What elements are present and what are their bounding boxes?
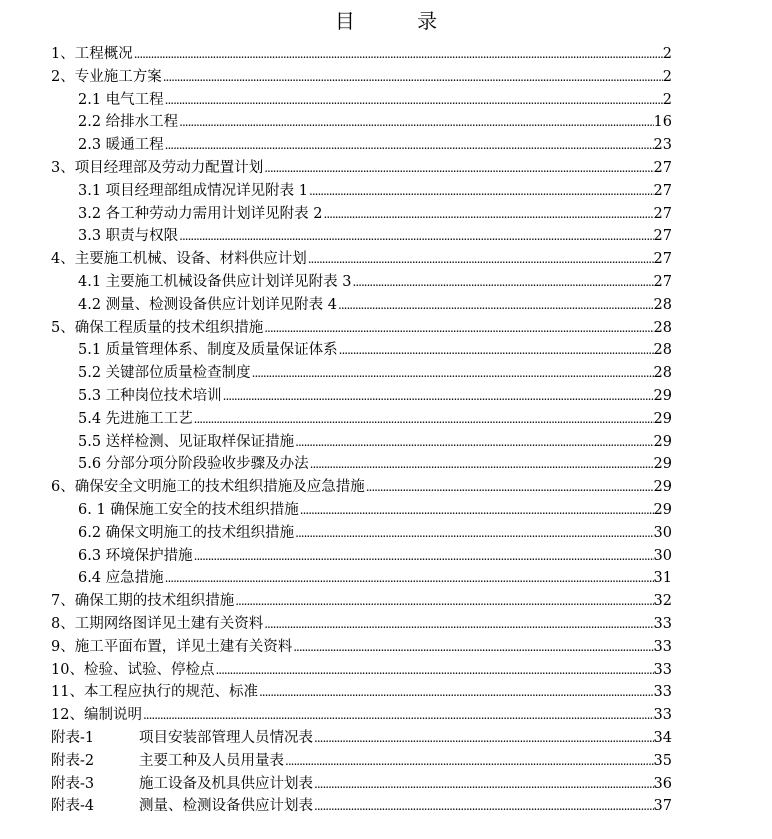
toc-dot-leader — [299, 499, 654, 522]
toc-page-number: 35 — [653, 752, 672, 769]
toc-page-number: 28 — [653, 296, 672, 313]
toc-entry-text: 项目安装部管理人员情况表 — [139, 730, 313, 746]
toc-entry-label — [78, 294, 337, 317]
toc-entry[interactable] — [78, 362, 672, 385]
toc-page-number: 27 — [653, 228, 672, 245]
toc-dot-leader — [234, 590, 653, 613]
toc-page-number: 27 — [653, 251, 672, 268]
toc-entry-text: 5.3 工种岗位技术培训 — [78, 388, 222, 404]
toc-entry-text: 9、施工平面布置，详见土建有关资料 — [51, 638, 293, 655]
toc-entry-text: 6.4 应急措施 — [78, 570, 164, 587]
toc-entry-text: 6. 1 确保施工安全的技术组织措施 — [78, 502, 299, 518]
toc-entry-text: 2.2 给排水工程 — [78, 114, 179, 131]
toc-entry-text: 11、本工程应执行的规范、标准 — [51, 684, 258, 701]
toc-entry[interactable] — [51, 66, 672, 89]
toc-page-number: 23 — [653, 137, 672, 154]
toc-entry[interactable] — [51, 681, 672, 704]
toc-dot-leader — [313, 773, 654, 796]
toc-page-number: 32 — [653, 593, 672, 610]
toc-dot-leader — [164, 89, 663, 112]
toc-page-number: 29 — [653, 433, 672, 450]
toc-entry-text: 5.2 关键部位质量检查制度 — [78, 365, 251, 382]
toc-entry-text: 4.1 主要施工机械设备供应计划详见附表 3 — [78, 274, 352, 290]
toc-dot-leader — [214, 659, 653, 682]
toc-page-number: 34 — [653, 730, 672, 746]
toc-entry-text: 3.1 项目经理部组成情况详见附表 1 — [78, 182, 309, 199]
toc-entry-label — [78, 453, 309, 476]
toc-dot-leader — [292, 636, 653, 659]
toc-entry-label — [78, 339, 338, 362]
toc-dot-leader — [251, 362, 654, 385]
toc-entry-text: 6.2 确保文明施工的技术组织措施 — [78, 524, 295, 541]
toc-entry-label — [51, 704, 142, 727]
toc-entry-text: 8、工期网络图详见土建有关资料 — [51, 616, 264, 632]
toc-entry[interactable] — [78, 545, 672, 568]
toc-page-number: 27 — [653, 160, 672, 176]
toc-entry-label — [51, 795, 313, 818]
toc-entry-text: 6.3 环境保护措施 — [78, 547, 193, 564]
toc-entry-text: 2、专业施工方案 — [51, 68, 162, 85]
toc-dot-leader — [162, 66, 663, 89]
toc-page-number: 27 — [653, 205, 672, 222]
toc-entry[interactable] — [51, 727, 672, 750]
toc-page-number: 29 — [653, 479, 672, 496]
toc-page-number: 31 — [653, 570, 672, 587]
toc-dot-leader — [193, 545, 654, 568]
toc-entry[interactable] — [51, 636, 672, 659]
toc-entry-label — [51, 248, 307, 271]
toc-dot-leader — [258, 681, 654, 704]
toc-entry-text: 4、主要施工机械、设备、材料供应计划 — [51, 251, 307, 268]
toc-dot-leader — [313, 727, 654, 750]
toc-entry[interactable] — [51, 476, 672, 499]
toc-entry-label — [51, 590, 234, 613]
toc-page-number: 37 — [653, 798, 672, 815]
toc-dot-leader — [263, 157, 653, 180]
toc-entry-label — [78, 203, 323, 226]
toc-page-number: 28 — [653, 319, 672, 336]
toc-entry-label — [51, 66, 162, 89]
page-title: 目 录 — [334, 9, 466, 33]
toc-entry-label — [78, 134, 164, 157]
toc-entry-text: 3.2 各工种劳动力需用计划详见附表 2 — [78, 205, 323, 222]
toc-entry[interactable] — [51, 43, 672, 66]
toc-entry-label — [51, 43, 133, 66]
toc-entry[interactable] — [78, 225, 672, 248]
toc-dot-leader — [193, 408, 654, 431]
toc-page-number: 29 — [653, 388, 672, 404]
toc-dot-leader — [308, 180, 654, 203]
toc-page-number: 33 — [653, 661, 672, 678]
toc-page-number: 30 — [653, 547, 672, 564]
toc-entry-label — [78, 567, 164, 590]
toc-page-number: 16 — [653, 114, 672, 131]
toc-entry-label — [78, 385, 222, 408]
toc-entry-label — [78, 362, 251, 385]
toc-entry[interactable] — [78, 499, 672, 522]
toc-entry-text: 5.4 先进施工工艺 — [78, 410, 193, 427]
toc-entry-text: 施工设备及机具供应计划表 — [139, 775, 313, 792]
toc-dot-leader — [338, 339, 654, 362]
toc-page-number: 2 — [662, 46, 672, 62]
toc-entry[interactable] — [78, 431, 672, 454]
toc-entry-prefix: 附表-2 — [51, 752, 95, 769]
toc-entry-label — [78, 408, 193, 431]
toc-entry[interactable] — [51, 248, 672, 271]
toc-entry-label — [78, 271, 352, 294]
toc-entry-text: 5、确保工程质量的技术组织措施 — [51, 319, 264, 336]
toc-entry-label — [51, 317, 263, 340]
toc-entry[interactable] — [78, 522, 672, 545]
toc-page-number: 28 — [653, 342, 672, 359]
toc-dot-leader — [263, 613, 653, 636]
toc-entry[interactable] — [51, 795, 672, 818]
toc-entry-prefix: 附表-4 — [51, 798, 95, 815]
toc-dot-leader — [164, 134, 654, 157]
toc-entry[interactable] — [51, 659, 672, 682]
toc-dot-leader — [178, 225, 653, 248]
toc-page-number: 2 — [662, 91, 672, 108]
toc-dot-leader — [309, 453, 654, 476]
toc-entry-label — [78, 545, 193, 568]
toc-entry-label — [78, 499, 299, 522]
toc-entry[interactable] — [51, 317, 672, 340]
toc-entry-prefix: 附表-3 — [51, 775, 95, 792]
toc-entry[interactable] — [78, 271, 672, 294]
toc-page-number: 27 — [653, 274, 672, 290]
toc-entry-text: 3.3 职责与权限 — [78, 228, 179, 245]
toc-page-number: 29 — [653, 410, 672, 427]
toc-entry[interactable] — [78, 180, 672, 203]
toc-page-number: 27 — [653, 182, 672, 199]
toc-dot-leader — [178, 111, 653, 134]
toc-dot-leader — [284, 750, 654, 773]
toc-entry-label — [51, 613, 263, 636]
toc-entry-text: 4.2 测量、检测设备供应计划详见附表 4 — [78, 296, 338, 313]
toc-page-number: 33 — [653, 616, 672, 632]
toc-dot-leader — [133, 43, 663, 66]
toc-entry-label — [78, 522, 294, 545]
toc-dot-leader — [294, 522, 653, 545]
toc-entry-label — [51, 476, 365, 499]
toc-dot-leader — [337, 294, 654, 317]
toc-entry[interactable] — [78, 567, 672, 590]
toc-entry-text: 7、确保工期的技术组织措施 — [51, 593, 235, 610]
toc-page-number: 30 — [653, 524, 672, 541]
toc-entry[interactable] — [51, 590, 672, 613]
toc-entry[interactable] — [51, 157, 672, 180]
toc-dot-leader — [222, 385, 654, 408]
toc-entry[interactable] — [78, 203, 672, 226]
toc-entry[interactable] — [78, 89, 672, 112]
toc-page-number: 36 — [653, 775, 672, 792]
toc-dot-leader — [365, 476, 654, 499]
toc-entry-label — [51, 773, 313, 796]
toc-entry-text: 1、工程概况 — [51, 46, 133, 62]
toc-entry-text: 主要工种及人员用量表 — [139, 752, 284, 769]
toc-entry[interactable] — [51, 750, 672, 773]
toc-entry-text: 5.5 送样检测、见证取样保证措施 — [78, 433, 295, 450]
toc-entry[interactable] — [51, 613, 672, 636]
toc-dot-leader — [164, 567, 654, 590]
toc-entry-label — [51, 727, 313, 750]
toc-entry[interactable] — [78, 408, 672, 431]
toc-entry-text: 6、确保安全文明施工的技术组织措施及应急措施 — [51, 479, 365, 496]
toc-entry-text: 3、项目经理部及劳动力配置计划 — [51, 160, 264, 176]
toc-page-number: 29 — [653, 456, 672, 473]
toc-entry-label — [78, 89, 164, 112]
toc-entry[interactable] — [78, 453, 672, 476]
toc-dot-leader — [263, 317, 653, 340]
toc-entry-text: 5.6 分部分项分阶段验收步骤及办法 — [78, 456, 309, 473]
toc-page-number: 33 — [653, 638, 672, 655]
toc-entry-label — [51, 681, 258, 704]
toc-entry[interactable] — [51, 704, 672, 727]
toc-entry[interactable] — [78, 294, 672, 317]
toc-entry[interactable] — [78, 111, 672, 134]
toc-entry-text: 2.3 暖通工程 — [78, 137, 164, 154]
toc-dot-leader — [294, 431, 653, 454]
toc-dot-leader — [313, 795, 654, 818]
toc-entry-label — [51, 750, 284, 773]
toc-entry[interactable] — [51, 773, 672, 796]
toc-dot-leader — [307, 248, 654, 271]
toc-entry-label — [78, 180, 308, 203]
toc-entry-text: 5.1 质量管理体系、制度及质量保证体系 — [78, 342, 338, 359]
toc-entry[interactable] — [78, 134, 672, 157]
toc-entry-text: 测量、检测设备供应计划表 — [139, 798, 313, 815]
toc-page-number: 29 — [653, 502, 672, 518]
toc-entry[interactable] — [78, 339, 672, 362]
toc-dot-leader — [323, 203, 654, 226]
toc-page-number: 2 — [662, 68, 672, 85]
toc-dot-leader — [142, 704, 654, 727]
toc-page-number: 33 — [653, 684, 672, 701]
toc-entry-label — [78, 111, 178, 134]
toc-entry-label — [51, 659, 214, 682]
toc-page-number: 28 — [653, 365, 672, 382]
toc-entry-label — [78, 431, 294, 454]
toc-dot-leader — [352, 271, 654, 294]
toc-page-number: 33 — [653, 707, 672, 724]
toc-entry-text: 2.1 电气工程 — [78, 91, 164, 108]
toc-entry-label — [78, 225, 178, 248]
toc-entry-label — [51, 157, 263, 180]
toc-entry-prefix: 附表-1 — [51, 730, 95, 746]
toc-entry-text: 12、编制说明 — [51, 707, 142, 724]
toc-entry-text: 10、检验、试验、停检点 — [51, 661, 215, 678]
toc-entry-label — [51, 636, 292, 659]
toc-entry[interactable] — [78, 385, 672, 408]
